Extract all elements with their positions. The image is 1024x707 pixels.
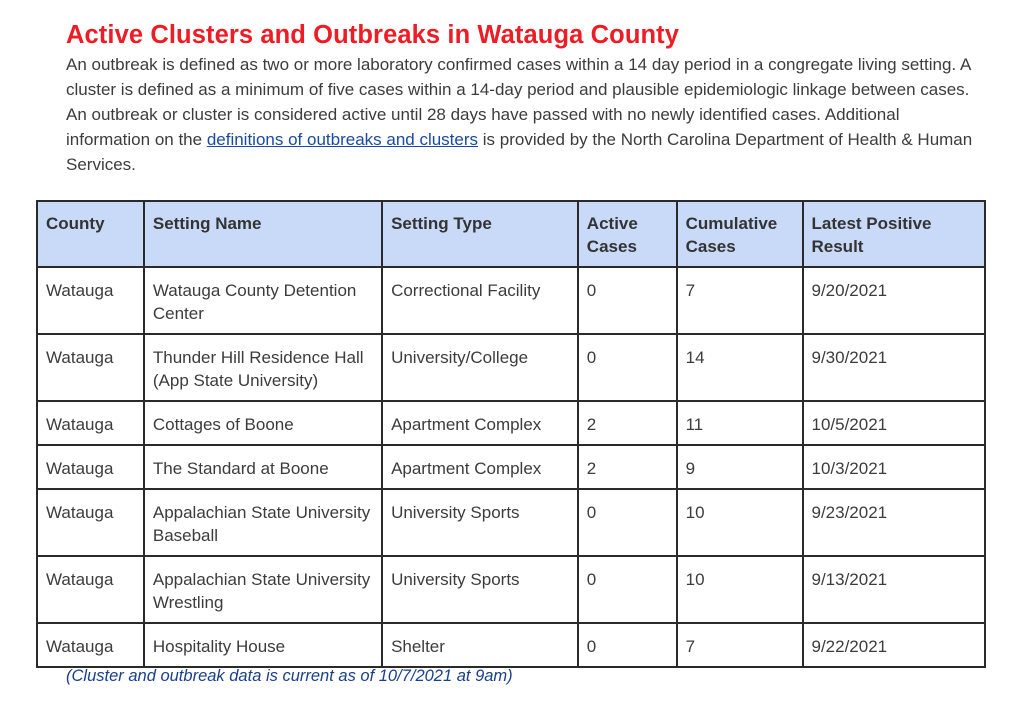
- cell-active-cases: 0: [578, 489, 677, 556]
- cell-cumulative-cases: 10: [677, 489, 803, 556]
- cell-cumulative-cases: 7: [677, 623, 803, 667]
- header-active-cases: Active Cases: [578, 201, 677, 267]
- table-row: [37, 623, 985, 667]
- cell-setting-name: Cottages of Boone: [144, 401, 382, 445]
- header-setting-name: Setting Name: [144, 201, 382, 267]
- header-cumulative-cases: Cumulative Cases: [677, 201, 803, 267]
- cell-active-cases: 0: [578, 267, 677, 334]
- intro-paragraph: [66, 52, 978, 177]
- cell-setting-name: Appalachian State University Baseball: [144, 489, 382, 556]
- header-latest-positive-result: Latest Positive Result: [803, 201, 986, 267]
- table-row: [37, 334, 985, 401]
- content: [66, 18, 986, 177]
- cell-county: Watauga: [37, 445, 144, 489]
- cell-setting-type: University Sports: [382, 556, 578, 623]
- table-row: [37, 267, 985, 334]
- cell-setting-name: Hospitality House: [144, 623, 382, 667]
- cell-latest-positive-result: 9/23/2021: [803, 489, 986, 556]
- cell-active-cases: 2: [578, 401, 677, 445]
- cell-latest-positive-result: 9/22/2021: [803, 623, 986, 667]
- cell-active-cases: 2: [578, 445, 677, 489]
- cell-cumulative-cases: 10: [677, 556, 803, 623]
- page-title: Active Clusters and Outbreaks in Watauga County: [66, 21, 680, 49]
- cell-cumulative-cases: 14: [677, 334, 803, 401]
- cell-latest-positive-result: 10/3/2021: [803, 445, 986, 489]
- cell-setting-name: Watauga County Detention Center: [144, 267, 382, 334]
- table-row: [37, 489, 985, 556]
- cell-setting-type: Apartment Complex: [382, 445, 578, 489]
- cell-county: Watauga: [37, 401, 144, 445]
- cell-county: Watauga: [37, 489, 144, 556]
- cell-county: Watauga: [37, 623, 144, 667]
- table-header-row: [37, 201, 985, 267]
- cell-setting-type: Shelter: [382, 623, 578, 667]
- cell-latest-positive-result: 9/20/2021: [803, 267, 986, 334]
- clusters-table: [36, 200, 986, 668]
- cell-setting-type: University Sports: [382, 489, 578, 556]
- cell-setting-name: Thunder Hill Residence Hall (App State University): [144, 334, 382, 401]
- cell-active-cases: 0: [578, 334, 677, 401]
- data-currency-note: (Cluster and outbreak data is current as of 10/7/2021 at 9am): [66, 667, 513, 685]
- intro-text-before-link: An outbreak is defined as two or more laboratory confirmed cases within a 14 day period in a congregate living setting. A cluster is defined as a minimum of five cases within a 14-day period and plausible epidemiologic linkage between cases. An outbreak or cluster is considered active until 28 days have passed with no newly identified cases. Additional information on the: [66, 55, 971, 149]
- cell-setting-type: Apartment Complex: [382, 401, 578, 445]
- cell-active-cases: 0: [578, 623, 677, 667]
- header-setting-type: Setting Type: [382, 201, 578, 267]
- cell-latest-positive-result: 10/5/2021: [803, 401, 986, 445]
- intro-text-after-link: is provided by the North Carolina Department of Health & Human Services.: [66, 130, 973, 174]
- cell-county: Watauga: [37, 267, 144, 334]
- cell-setting-type: University/College: [382, 334, 578, 401]
- cell-active-cases: 0: [578, 556, 677, 623]
- cell-cumulative-cases: 7: [677, 267, 803, 334]
- definitions-link[interactable]: definitions of outbreaks and clusters: [206, 130, 479, 149]
- cell-county: Watauga: [37, 556, 144, 623]
- cell-latest-positive-result: 9/30/2021: [803, 334, 986, 401]
- table-row: [37, 445, 985, 489]
- cell-county: Watauga: [37, 334, 144, 401]
- cell-latest-positive-result: 9/13/2021: [803, 556, 986, 623]
- cell-setting-name: Appalachian State University Wrestling: [144, 556, 382, 623]
- cell-setting-type: Correctional Facility: [382, 267, 578, 334]
- cell-setting-name: The Standard at Boone: [144, 445, 382, 489]
- cell-cumulative-cases: 9: [677, 445, 803, 489]
- cell-cumulative-cases: 11: [677, 401, 803, 445]
- table-row: [37, 556, 985, 623]
- header-county: County: [37, 201, 144, 267]
- table-row: [37, 401, 985, 445]
